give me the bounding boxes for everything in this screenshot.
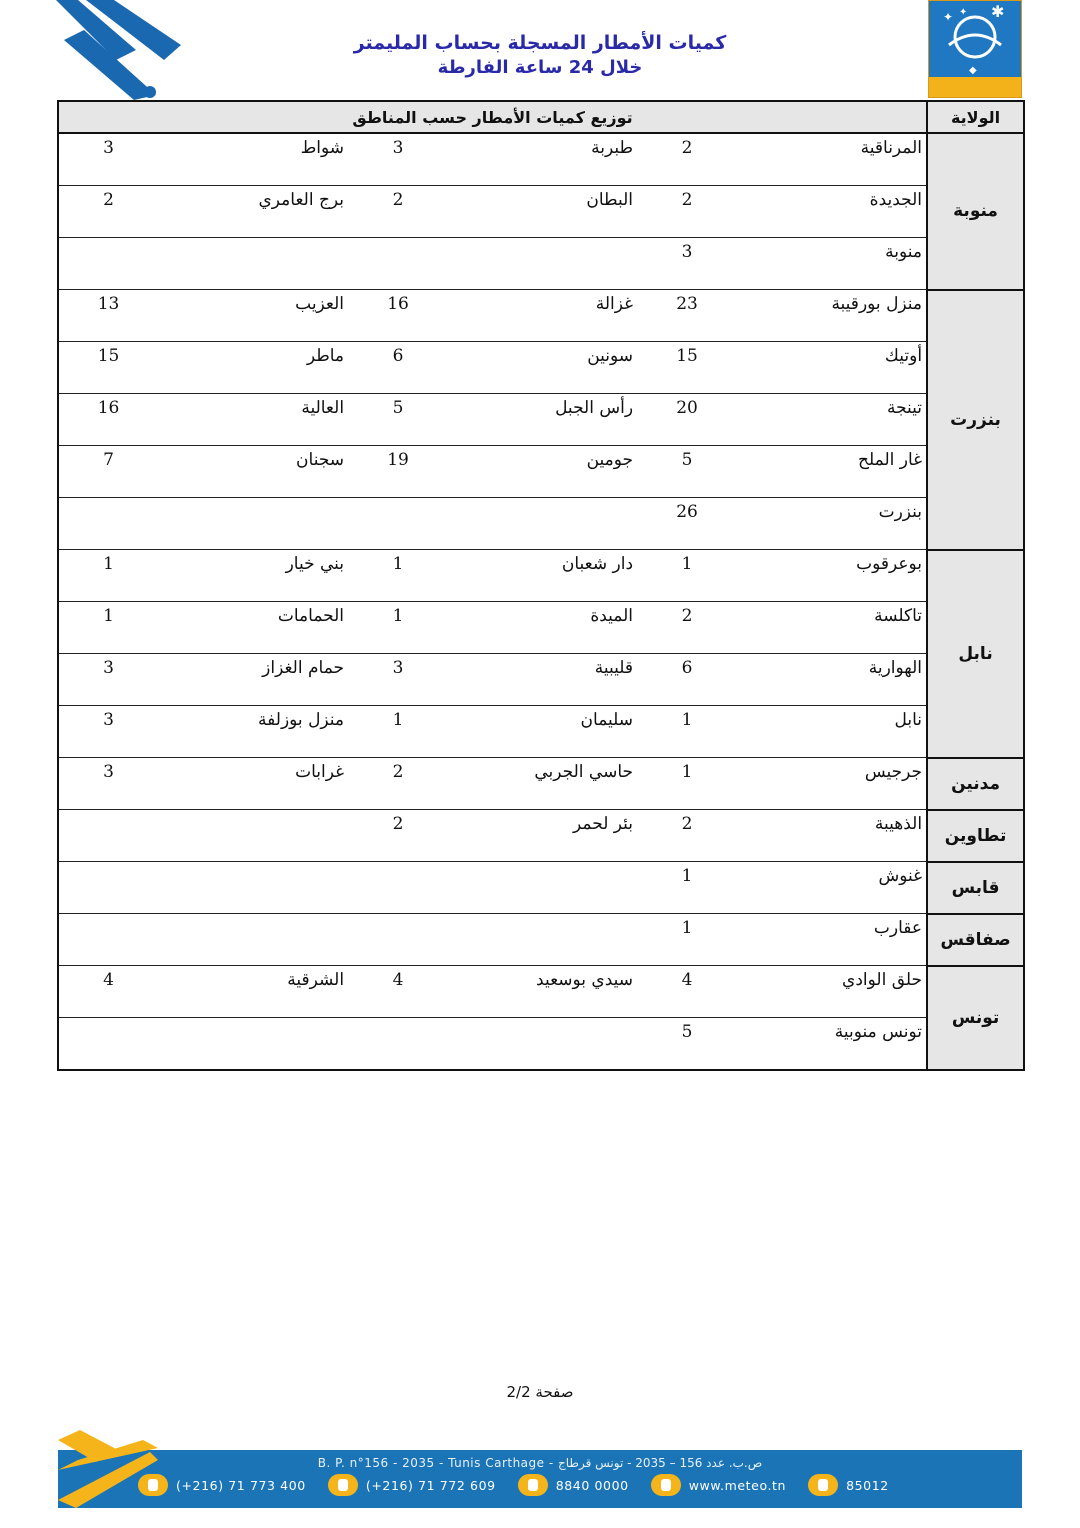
rainfall-value [58,914,158,966]
svg-text:✦: ✦ [959,7,968,18]
table-row [58,862,1024,914]
rainfall-value: 26 [637,498,737,550]
rainfall-value: 3 [58,758,158,810]
station-name [158,498,348,550]
contact-sms [808,1474,889,1496]
rainfall-value [58,1018,158,1071]
table-row [58,394,1024,446]
station-name: البطان [448,186,637,238]
station-name: الجديدة [737,186,927,238]
station-name: الحمامات [158,602,348,654]
station-name [158,238,348,290]
rainfall-value: 2 [348,810,448,862]
rainfall-value: 15 [637,342,737,394]
station-name: منزل بوزلفة [158,706,348,758]
station-name: أوتيك [737,342,927,394]
governorate-name: تطاوين [927,810,1024,862]
station-name: العزيب [158,290,348,342]
logo-band [929,77,1021,97]
footer-stripes-decoration [58,1430,168,1508]
table-row [58,914,1024,966]
weather-emblem-icon [929,1,1021,77]
station-name [158,862,348,914]
rainfall-value: 3 [637,238,737,290]
station-name: عقارب [737,914,927,966]
sms-icon [808,1474,838,1496]
rainfall-value: 3 [58,133,158,186]
web-icon [651,1474,681,1496]
governorate-name: مدنين [927,758,1024,810]
governorate-name: نابل [927,550,1024,758]
station-name [448,914,637,966]
contact-list [138,1474,889,1496]
decorative-stripes-logo [56,0,186,100]
governorate-name: صفاقس [927,914,1024,966]
rainfall-value: 1 [58,550,158,602]
contact-text: 85012 [846,1477,889,1493]
contact-text: www.meteo.tn [688,1477,787,1493]
rainfall-value [348,914,448,966]
rainfall-value: 1 [637,914,737,966]
rainfall-value: 2 [348,758,448,810]
rainfall-value: 1 [637,758,737,810]
rainfall-value: 4 [348,966,448,1018]
station-name: منوبة [737,238,927,290]
station-name: بوعرقوب [737,550,927,602]
rainfall-value: 5 [637,1018,737,1071]
rainfall-value [348,862,448,914]
rainfall-table-body [58,133,1024,1070]
rainfall-value: 1 [637,550,737,602]
table-row [58,1018,1024,1071]
table-row [58,706,1024,758]
rainfall-value: 2 [637,186,737,238]
contact-fax [328,1474,496,1496]
contact-web [651,1474,786,1496]
rainfall-value: 19 [348,446,448,498]
station-name: سجنان [158,446,348,498]
station-name: برج العامري [158,186,348,238]
table-row [58,342,1024,394]
header-governorate: الولاية [927,101,1024,133]
contact-text: (+216) 71 773 400 [176,1477,306,1493]
station-name [448,498,637,550]
rainfall-value: 6 [348,342,448,394]
rainfall-value: 2 [637,133,737,186]
rainfall-value: 7 [58,446,158,498]
rainfall-value [348,1018,448,1071]
station-name [448,1018,637,1071]
rainfall-value [348,238,448,290]
rainfall-value: 4 [637,966,737,1018]
rainfall-value: 1 [348,550,448,602]
station-name: نابل [737,706,927,758]
rainfall-value: 1 [348,706,448,758]
footer-bar [58,1450,1022,1508]
station-name: غار الملح [737,446,927,498]
contact-hotline [518,1474,629,1496]
station-name: تاكلسة [737,602,927,654]
rainfall-value: 3 [348,654,448,706]
table-row [58,446,1024,498]
station-name: تينجة [737,394,927,446]
station-name: حمام الغزاز [158,654,348,706]
station-name: بئر لحمر [448,810,637,862]
governorate-name: بنزرت [927,290,1024,550]
rainfall-value: 1 [637,706,737,758]
governorate-name: تونس [927,966,1024,1071]
rainfall-value [348,498,448,550]
station-name: دار شعبان [448,550,637,602]
contact-text: 8840 0000 [555,1477,629,1493]
table-row [58,186,1024,238]
rainfall-value: 1 [348,602,448,654]
station-name: شواط [158,133,348,186]
rainfall-value: 20 [637,394,737,446]
station-name: رأس الجبل [448,394,637,446]
rainfall-value [58,498,158,550]
station-name: جومين [448,446,637,498]
station-name: الذهيبة [737,810,927,862]
governorate-name: قابس [927,862,1024,914]
station-name: طبربة [448,133,637,186]
station-name: قليبية [448,654,637,706]
station-name [158,810,348,862]
rainfall-value: 3 [348,133,448,186]
rainfall-value: 3 [58,654,158,706]
page-number: صفحة 2/2 [506,1383,574,1401]
header-distribution: توزيع كميات الأمطار حسب المناطق [58,101,927,133]
rainfall-value: 1 [58,602,158,654]
station-name: تونس منوبية [737,1018,927,1071]
svg-text:✦: ✦ [943,10,954,24]
title-line-1: كميات الأمطار المسجلة بحساب المليمتر [353,32,727,54]
rainfall-value: 16 [348,290,448,342]
rainfall-value [58,862,158,914]
inm-logo [928,0,1022,98]
title-line-2: خلال 24 ساعة الفارطة [437,57,643,78]
rainfall-value: 15 [58,342,158,394]
table-row [58,498,1024,550]
rainfall-value: 6 [637,654,737,706]
station-name: سليمان [448,706,637,758]
document-title [300,30,780,80]
hotline-icon [518,1474,548,1496]
table-row [58,550,1024,602]
table-row [58,966,1024,1018]
svg-text:✱: ✱ [991,2,1005,21]
station-name [158,914,348,966]
contact-text: (+216) 71 772 609 [365,1477,496,1493]
station-name: المرناقية [737,133,927,186]
station-name: غرابات [158,758,348,810]
rainfall-value: 2 [637,602,737,654]
station-name: الهوارية [737,654,927,706]
station-name: بنزرت [737,498,927,550]
fax-icon [328,1474,358,1496]
rainfall-value: 13 [58,290,158,342]
governorate-name: منوبة [927,133,1024,290]
rainfall-value: 5 [637,446,737,498]
station-name: الميدة [448,602,637,654]
station-name: بني خيار [158,550,348,602]
rainfall-value [58,238,158,290]
station-name: غزالة [448,290,637,342]
station-name: سونين [448,342,637,394]
rainfall-value: 2 [58,186,158,238]
station-name [158,1018,348,1071]
station-name: سيدي بوسعيد [448,966,637,1018]
footer-address: B. P. n°156 - 2035 - Tunis Carthage - ص.ب. عدد 156 – 2035 - تونس قرطاج [317,1456,763,1470]
station-name: غنوش [737,862,927,914]
svg-text:◆: ◆ [969,65,977,76]
station-name: حلق الوادي [737,966,927,1018]
table-row [58,290,1024,342]
table-row [58,133,1024,186]
station-name: منزل بورقيبة [737,290,927,342]
station-name: الشرقية [158,966,348,1018]
table-row [58,238,1024,290]
table-header-row [58,101,1024,133]
rainfall-value: 16 [58,394,158,446]
rainfall-value: 2 [348,186,448,238]
station-name: ماطر [158,342,348,394]
rainfall-value: 1 [637,862,737,914]
table-row [58,810,1024,862]
table-row [58,602,1024,654]
station-name: جرجيس [737,758,927,810]
rainfall-value [58,810,158,862]
station-name [448,238,637,290]
rainfall-value: 5 [348,394,448,446]
station-name: العالية [158,394,348,446]
station-name: حاسي الجربي [448,758,637,810]
rainfall-value: 23 [637,290,737,342]
rainfall-table [57,100,1025,1071]
station-name [448,862,637,914]
table-row [58,654,1024,706]
rainfall-value: 2 [637,810,737,862]
table-row [58,758,1024,810]
rainfall-value: 4 [58,966,158,1018]
rainfall-value: 3 [58,706,158,758]
